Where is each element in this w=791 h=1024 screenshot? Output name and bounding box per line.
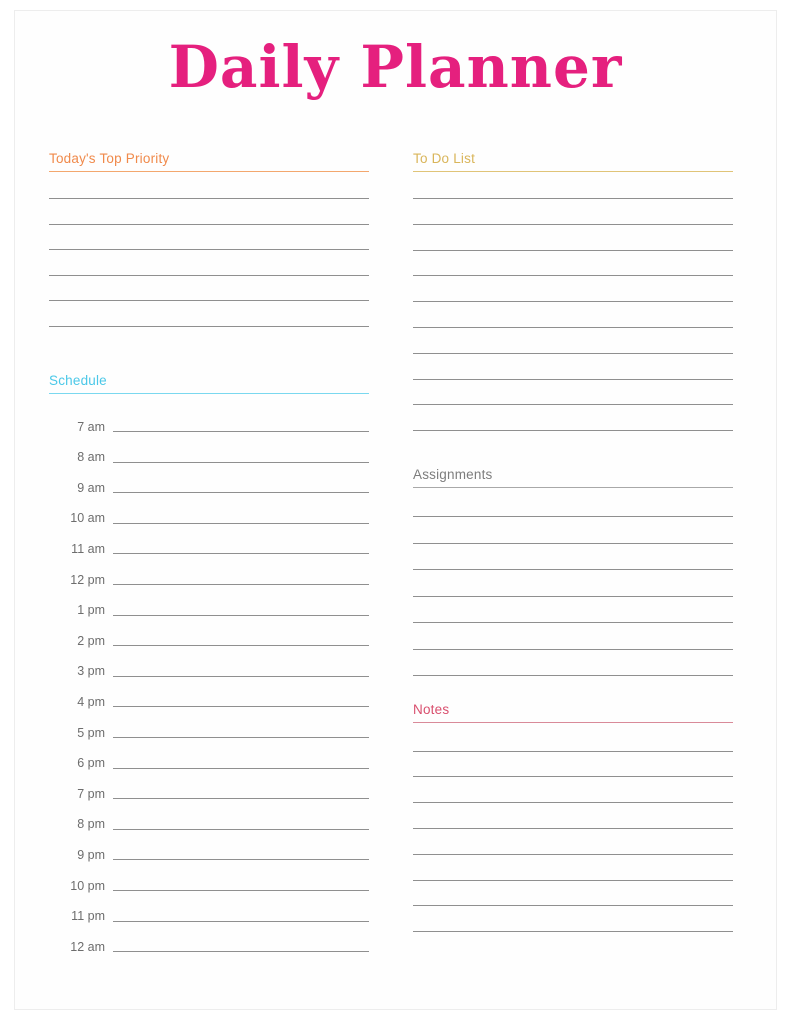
- write-line[interactable]: [413, 931, 733, 932]
- write-line[interactable]: [413, 828, 733, 829]
- write-line[interactable]: [413, 751, 733, 752]
- section-notes: [413, 702, 733, 933]
- schedule-write-line[interactable]: [113, 645, 369, 646]
- schedule-write-line[interactable]: [113, 798, 369, 799]
- schedule-row[interactable]: [49, 557, 369, 588]
- write-line[interactable]: [413, 275, 733, 276]
- schedule-write-line[interactable]: [113, 615, 369, 616]
- priority-heading: Today's Top Priority: [49, 151, 170, 166]
- schedule-time-label: 3 pm: [77, 664, 105, 679]
- write-line[interactable]: [49, 275, 369, 276]
- schedule-time-label: 6 pm: [77, 756, 105, 771]
- schedule-write-line[interactable]: [113, 462, 369, 463]
- write-line[interactable]: [413, 404, 733, 405]
- schedule-time-label: 9 am: [77, 480, 105, 495]
- schedule-time-label: 12 pm: [70, 572, 105, 587]
- section-assignments: [413, 467, 733, 676]
- schedule-time-label: 7 am: [77, 419, 105, 434]
- schedule-row[interactable]: [49, 527, 369, 558]
- schedule-write-line[interactable]: [113, 890, 369, 891]
- schedule-write-line[interactable]: [113, 921, 369, 922]
- schedule-time-label: 5 pm: [77, 725, 105, 740]
- schedule-time-label: 10 pm: [70, 878, 105, 893]
- schedule-row[interactable]: [49, 466, 369, 497]
- write-line[interactable]: [413, 327, 733, 328]
- write-line[interactable]: [413, 198, 733, 199]
- section-schedule: [49, 373, 369, 956]
- write-line[interactable]: [413, 776, 733, 777]
- assignments-lines[interactable]: [413, 516, 733, 676]
- section-todo: [413, 151, 733, 431]
- planner-sheet: [14, 10, 777, 1010]
- schedule-write-line[interactable]: [113, 584, 369, 585]
- schedule-rows[interactable]: [49, 405, 369, 956]
- schedule-row[interactable]: [49, 680, 369, 711]
- write-line[interactable]: [49, 326, 369, 327]
- write-line[interactable]: [413, 675, 733, 676]
- schedule-time-label: 4 pm: [77, 694, 105, 709]
- schedule-row[interactable]: [49, 802, 369, 833]
- schedule-row[interactable]: [49, 435, 369, 466]
- write-line[interactable]: [413, 649, 733, 650]
- write-line[interactable]: [413, 224, 733, 225]
- priority-heading-rule: [49, 171, 369, 172]
- schedule-heading-rule: [49, 393, 369, 394]
- schedule-write-line[interactable]: [113, 859, 369, 860]
- section-priority: [49, 151, 369, 327]
- write-line[interactable]: [413, 516, 733, 517]
- schedule-time-label: 8 pm: [77, 817, 105, 832]
- schedule-time-label: 8 am: [77, 450, 105, 465]
- write-line[interactable]: [413, 880, 733, 881]
- schedule-write-line[interactable]: [113, 768, 369, 769]
- schedule-time-label: 9 pm: [77, 847, 105, 862]
- schedule-row[interactable]: [49, 894, 369, 925]
- notes-lines[interactable]: [413, 751, 733, 933]
- write-line[interactable]: [49, 249, 369, 250]
- todo-heading-rule: [413, 171, 733, 172]
- schedule-time-label: 2 pm: [77, 633, 105, 648]
- schedule-row[interactable]: [49, 710, 369, 741]
- schedule-time-label: 1 pm: [77, 603, 105, 618]
- schedule-write-line[interactable]: [113, 431, 369, 432]
- write-line[interactable]: [413, 905, 733, 906]
- write-line[interactable]: [413, 353, 733, 354]
- schedule-write-line[interactable]: [113, 523, 369, 524]
- write-line[interactable]: [413, 543, 733, 544]
- schedule-row[interactable]: [49, 405, 369, 436]
- schedule-time-label: 10 am: [70, 511, 105, 526]
- priority-lines[interactable]: [49, 198, 369, 327]
- schedule-write-line[interactable]: [113, 737, 369, 738]
- schedule-row[interactable]: [49, 619, 369, 650]
- schedule-write-line[interactable]: [113, 951, 369, 952]
- assignments-heading: Assignments: [413, 467, 493, 483]
- write-line[interactable]: [49, 224, 369, 225]
- write-line[interactable]: [413, 379, 733, 380]
- schedule-row[interactable]: [49, 741, 369, 772]
- todo-lines[interactable]: [413, 198, 733, 431]
- schedule-row[interactable]: [49, 833, 369, 864]
- schedule-row[interactable]: [49, 772, 369, 803]
- schedule-write-line[interactable]: [113, 706, 369, 707]
- schedule-write-line[interactable]: [113, 492, 369, 493]
- write-line[interactable]: [49, 300, 369, 301]
- schedule-row[interactable]: [49, 925, 369, 956]
- write-line[interactable]: [413, 854, 733, 855]
- schedule-time-label: 11 am: [71, 541, 105, 556]
- assignments-heading-rule: [413, 487, 733, 488]
- schedule-heading: Schedule: [49, 372, 107, 388]
- schedule-row[interactable]: [49, 496, 369, 527]
- write-line[interactable]: [413, 596, 733, 597]
- write-line[interactable]: [413, 622, 733, 623]
- todo-heading: To Do List: [413, 151, 476, 166]
- schedule-row[interactable]: [49, 649, 369, 680]
- page-title: Daily Planner: [168, 33, 623, 101]
- write-line[interactable]: [413, 430, 733, 431]
- schedule-write-line[interactable]: [113, 553, 369, 554]
- schedule-time-label: 7 pm: [77, 786, 105, 801]
- write-line[interactable]: [413, 301, 733, 302]
- schedule-write-line[interactable]: [113, 676, 369, 677]
- notes-heading: Notes: [413, 701, 450, 717]
- schedule-write-line[interactable]: [113, 829, 369, 830]
- write-line[interactable]: [413, 802, 733, 803]
- schedule-row[interactable]: [49, 588, 369, 619]
- write-line[interactable]: [49, 198, 369, 199]
- right-column: [413, 151, 733, 957]
- left-column: [49, 151, 369, 955]
- notes-heading-rule: [413, 722, 733, 723]
- schedule-row[interactable]: [49, 863, 369, 894]
- schedule-time-label: 12 am: [70, 939, 105, 954]
- write-line[interactable]: [413, 250, 733, 251]
- write-line[interactable]: [413, 569, 733, 570]
- schedule-time-label: 11 pm: [71, 909, 105, 924]
